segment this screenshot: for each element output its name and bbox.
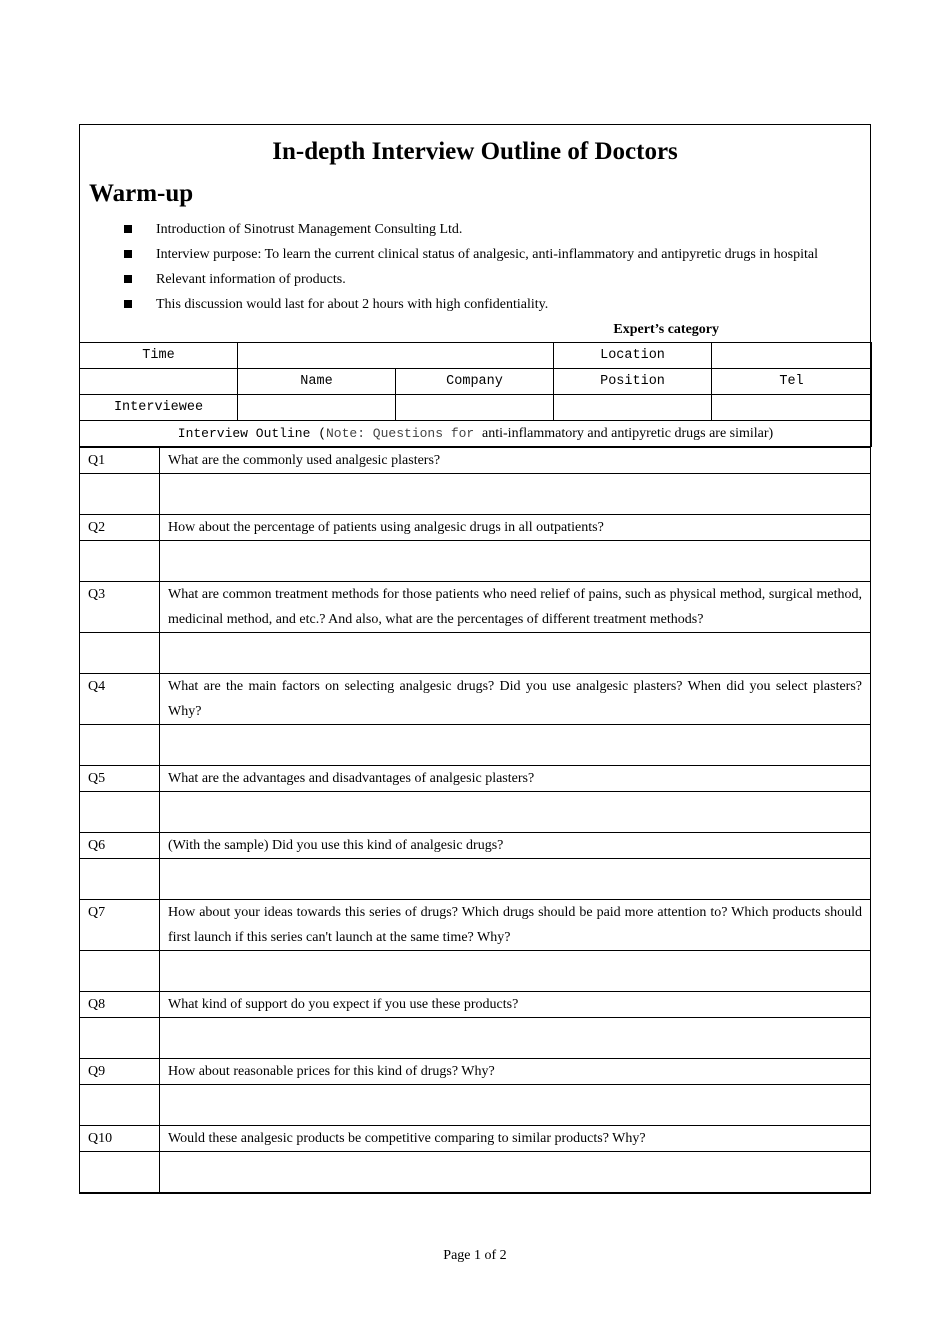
question-number: Q5: [80, 766, 160, 792]
bullet-text: Relevant information of products.: [156, 272, 346, 287]
question-number: Q8: [80, 992, 160, 1018]
company-header: Company: [396, 369, 554, 395]
square-bullet-icon: [124, 275, 132, 283]
answer-field[interactable]: [160, 859, 871, 900]
question-text: What are the commonly used analgesic plasters?: [160, 448, 871, 474]
answer-margin-cell: [80, 1152, 160, 1193]
question-number: Q3: [80, 582, 160, 633]
list-item: [80, 267, 870, 292]
list-item: [80, 242, 870, 267]
answer-row: [80, 474, 871, 515]
tel-header: Tel: [712, 369, 872, 395]
position-field[interactable]: [554, 395, 712, 421]
location-field[interactable]: [712, 343, 872, 369]
time-label: Time: [80, 343, 238, 369]
question-row: [80, 900, 871, 951]
company-field[interactable]: [396, 395, 554, 421]
page-title: In-depth Interview Outline of Doctors: [272, 138, 678, 165]
question-row: [80, 515, 871, 541]
outline-label: Interview Outline (: [177, 425, 326, 441]
table-row: [80, 343, 872, 369]
answer-row: [80, 1018, 871, 1059]
answer-field[interactable]: [160, 951, 871, 992]
warmup-heading: Warm-up: [89, 180, 194, 207]
question-number: Q4: [80, 674, 160, 725]
answer-margin-cell: [80, 474, 160, 515]
answer-margin-cell: [80, 792, 160, 833]
question-number: Q9: [80, 1059, 160, 1085]
question-row: [80, 1059, 871, 1085]
question-text: What are the main factors on selecting analgesic drugs? Did you use analgesic plasters? When did you select plasters? Why?: [160, 674, 871, 725]
question-text: How about reasonable prices for this kind of drugs? Why?: [160, 1059, 871, 1085]
answer-row: [80, 1152, 871, 1193]
question-row: [80, 1126, 871, 1152]
answer-field[interactable]: [160, 541, 871, 582]
answer-row: [80, 792, 871, 833]
interview-outline-sheet: [79, 124, 871, 1194]
warmup-list: [80, 217, 870, 317]
answer-field[interactable]: [160, 1018, 871, 1059]
answer-field[interactable]: [160, 1085, 871, 1126]
bullet-text: This discussion would last for about 2 hours with high confidentiality.: [156, 297, 549, 312]
outline-note: Note: Questions for: [326, 425, 483, 441]
bullet-text: Introduction of Sinotrust Management Consulting Ltd.: [156, 222, 463, 237]
question-row: [80, 448, 871, 474]
table-row: [80, 369, 872, 395]
answer-margin-cell: [80, 859, 160, 900]
square-bullet-icon: [124, 250, 132, 258]
question-text: How about your ideas towards this series of drugs? Which drugs should be paid more attention to? Which products should first launch if this series can't launch at the same time? Why?: [160, 900, 871, 951]
name-header: Name: [238, 369, 396, 395]
position-header: Position: [554, 369, 712, 395]
outline-rest: anti-inflammatory and antipyretic drugs are similar): [482, 425, 774, 441]
tel-field[interactable]: [712, 395, 872, 421]
list-item: [80, 292, 870, 317]
answer-row: [80, 541, 871, 582]
question-number: Q1: [80, 448, 160, 474]
square-bullet-icon: [124, 300, 132, 308]
question-text: (With the sample) Did you use this kind of analgesic drugs?: [160, 833, 871, 859]
answer-field[interactable]: [160, 725, 871, 766]
answer-margin-cell: [80, 1085, 160, 1126]
question-text: Would these analgesic products be competitive comparing to similar products? Why?: [160, 1126, 871, 1152]
answer-row: [80, 725, 871, 766]
question-row: [80, 582, 871, 633]
empty-cell: [80, 369, 238, 395]
name-field[interactable]: [238, 395, 396, 421]
question-text: What kind of support do you expect if you use these products?: [160, 992, 871, 1018]
answer-margin-cell: [80, 725, 160, 766]
question-text: What are the advantages and disadvantages of analgesic plasters?: [160, 766, 871, 792]
question-row: [80, 992, 871, 1018]
expert-category-label: Expert’s category: [613, 322, 719, 337]
answer-margin-cell: [80, 1018, 160, 1059]
question-number: Q7: [80, 900, 160, 951]
answer-field[interactable]: [160, 474, 871, 515]
list-item: [80, 217, 870, 242]
interview-outline-heading: [80, 421, 872, 447]
question-text: What are common treatment methods for those patients who need relief of pains, such as physical method, surgical method, medicinal method, and etc.? And also, what are the percentages of different treatment methods?: [160, 582, 871, 633]
answer-margin-cell: [80, 541, 160, 582]
question-text: How about the percentage of patients using analgesic drugs in all outpatients?: [160, 515, 871, 541]
page-number: Page 1 of 2: [443, 1248, 507, 1263]
table-row: [80, 421, 872, 447]
answer-row: [80, 859, 871, 900]
header-block: [80, 135, 870, 342]
question-row: [80, 766, 871, 792]
question-number: Q2: [80, 515, 160, 541]
answer-margin-cell: [80, 633, 160, 674]
table-row: [80, 395, 872, 421]
question-number: Q10: [80, 1126, 160, 1152]
answer-row: [80, 951, 871, 992]
location-label: Location: [554, 343, 712, 369]
question-number: Q6: [80, 833, 160, 859]
answer-field[interactable]: [160, 792, 871, 833]
interviewee-info-table: [79, 342, 872, 447]
questions-table: [79, 447, 871, 1193]
interviewee-label: Interviewee: [80, 395, 238, 421]
answer-field[interactable]: [160, 633, 871, 674]
answer-margin-cell: [80, 951, 160, 992]
question-row: [80, 674, 871, 725]
time-field[interactable]: [238, 343, 554, 369]
answer-row: [80, 633, 871, 674]
bullet-text: Interview purpose: To learn the current clinical status of analgesic, anti-inflammatory and antipyretic drugs in hospital: [156, 247, 818, 262]
answer-field[interactable]: [160, 1152, 871, 1193]
question-row: [80, 833, 871, 859]
answer-row: [80, 1085, 871, 1126]
square-bullet-icon: [124, 225, 132, 233]
